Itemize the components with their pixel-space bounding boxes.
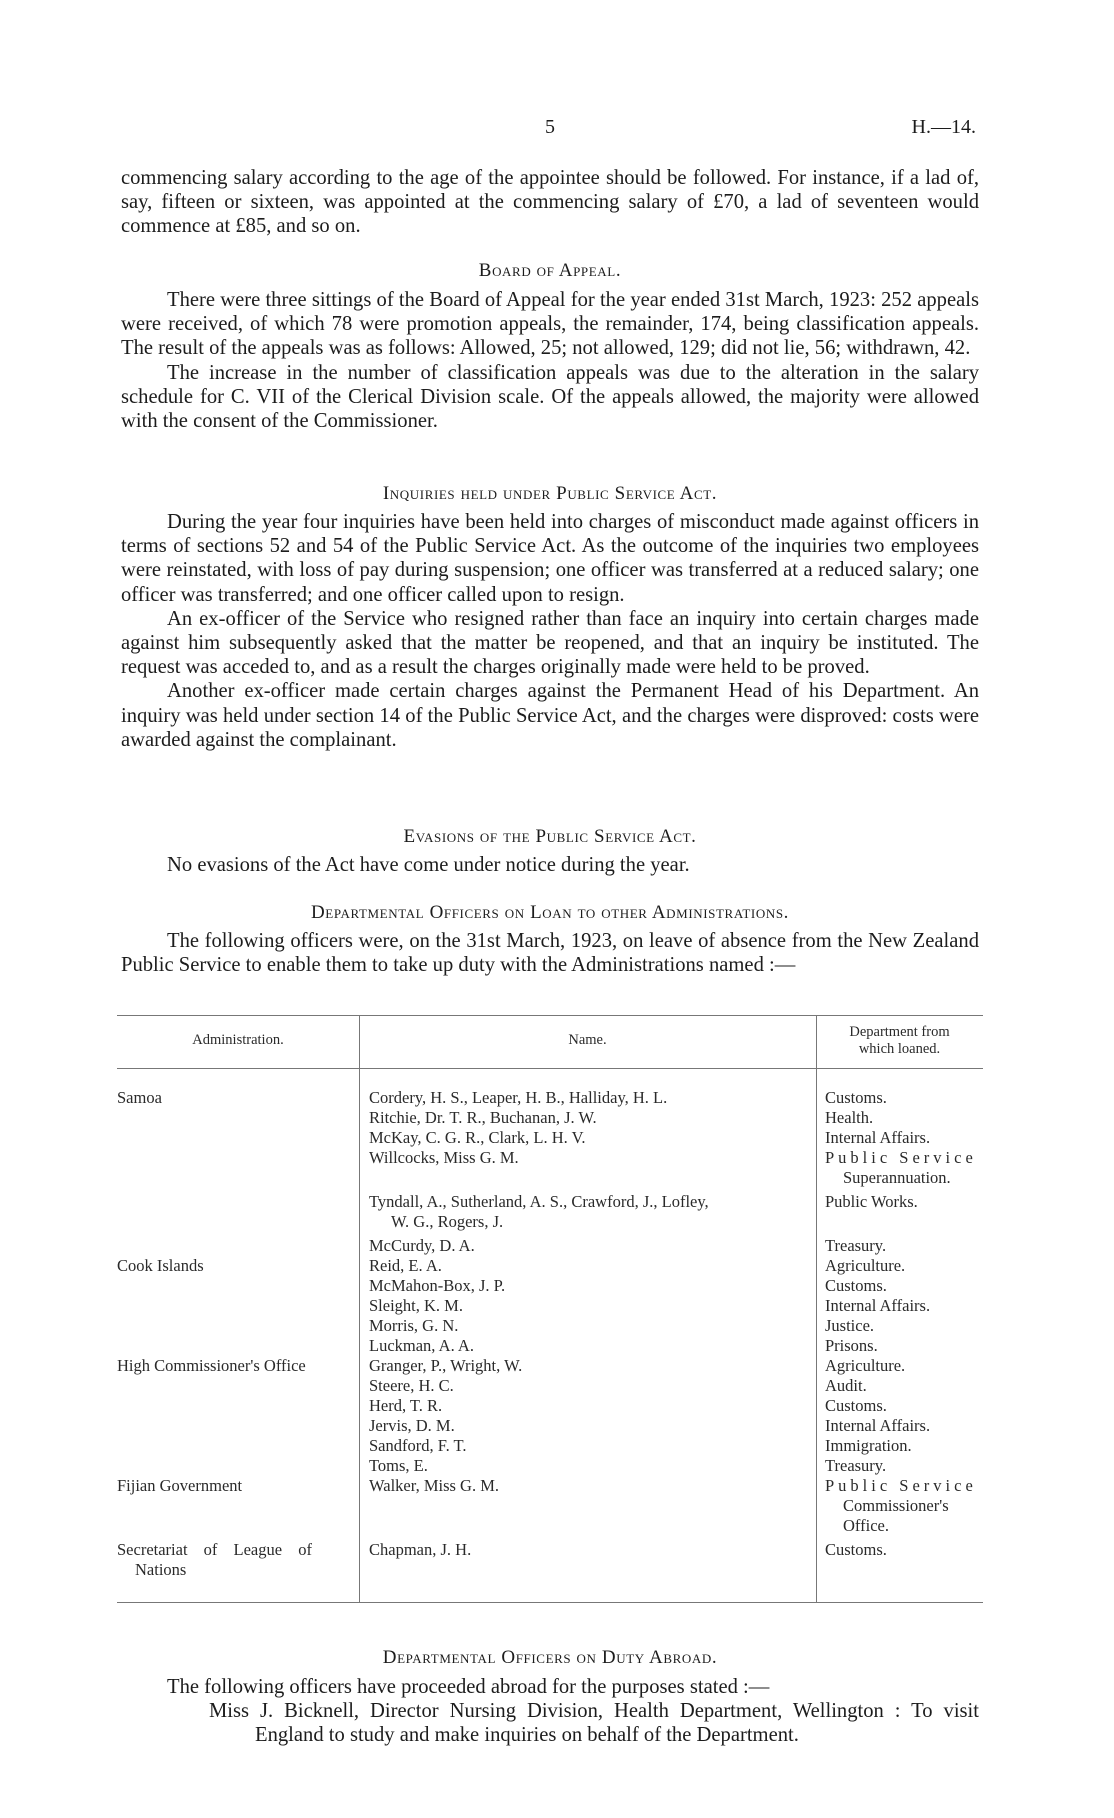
cell-name-line-2: W. G., Rogers, J.	[391, 1212, 504, 1231]
column-header-department-line-2: which loaned.	[858, 1041, 941, 1057]
cell-department: Treasury.	[825, 1456, 887, 1475]
cell-name: Herd, T. R.	[369, 1396, 443, 1415]
cell-department-line-1: Public Service	[825, 1476, 977, 1495]
cell-name: Sandford, F. T.	[369, 1436, 467, 1455]
cell-administration: High Commissioner's Office	[117, 1356, 306, 1375]
cell-department: Agriculture.	[825, 1256, 906, 1275]
cell-name: McKay, C. G. R., Clark, L. H. V.	[369, 1128, 586, 1147]
table-row	[117, 1088, 983, 1108]
table-row	[117, 1148, 983, 1188]
inquiries-paragraph-3: Another ex-officer made certain charges against the Permanent Head of his Department. An inquiry was held under section 14 of the Public Service Act, and the charges were disproved: costs were awarded against the complainant.	[121, 680, 979, 751]
table-row	[117, 1396, 983, 1416]
table-row	[117, 1256, 983, 1276]
cell-name: Sleight, K. M.	[369, 1296, 463, 1315]
cell-department: Internal Affairs.	[825, 1296, 931, 1315]
table-bottom-rule	[117, 1602, 983, 1603]
intro-text: commencing salary according to the age of the appointee should be followed. For instance, if a lad of, say, fifteen or sixteen, was appointed at the commencing salary of £70, a lad of seventeen would commence at £85, and so on.	[121, 167, 979, 238]
abroad-item: Miss J. Bicknell, Director Nursing Division, Health Department, Wellington : To visit England to study and make inquiries on behalf of the Department.	[209, 1700, 979, 1747]
cell-name: Willcocks, Miss G. M.	[369, 1148, 519, 1167]
evasions-heading: Evasions of the Public Service Act.	[403, 826, 697, 847]
table-row	[117, 1336, 983, 1356]
cell-name-line-1: Tyndall, A., Sutherland, A. S., Crawford, J., Lofley,	[369, 1192, 709, 1211]
cell-name: McCurdy, D. A.	[369, 1236, 475, 1255]
cell-name: Luckman, A. A.	[369, 1336, 474, 1355]
cell-department-line-3: Office.	[843, 1516, 889, 1535]
on-loan-section	[121, 929, 979, 977]
board-of-appeal-heading: Board of Appeal.	[478, 260, 622, 281]
inquiries-paragraph-2: An ex-officer of the Service who resigned rather than face an inquiry into certain charges made against him subsequently asked that the matter be reopened, and that an inquiry be instituted. The request was acceded to, and as a result the charges originally made were held to be proved.	[121, 607, 979, 679]
table-header-rule	[117, 1068, 983, 1069]
table-row	[117, 1128, 983, 1148]
table-row	[117, 1296, 983, 1316]
cell-department: Health.	[825, 1108, 874, 1127]
cell-department: Public Works.	[825, 1192, 918, 1211]
table-row	[117, 1436, 983, 1456]
table-row	[117, 1236, 983, 1256]
cell-name: Reid, E. A.	[369, 1256, 442, 1275]
inquiries-section	[121, 510, 979, 752]
cell-name	[369, 1192, 809, 1232]
cell-department-line-2: Superannuation.	[843, 1168, 951, 1187]
document-reference: H.—14.	[911, 116, 976, 138]
page-number: 5	[545, 116, 555, 138]
inquiries-paragraph-1: During the year four inquiries have been held into charges of misconduct made against officers in terms of sections 52 and 54 of the Public Service Act. As the outcome of the inquiries two employees were reinstated, with loss of pay during suspension; one officer was transferred at a reduced salary; one officer was transferred; and one officer called upon to resign.	[121, 511, 979, 606]
abroad-section	[121, 1675, 979, 1748]
cell-department: Agriculture.	[825, 1356, 906, 1375]
cell-department: Customs.	[825, 1540, 887, 1559]
board-of-appeal-paragraph-2: The increase in the number of classification appeals was due to the alteration in the salary schedule for C. VII of the Clerical Division scale. Of the appeals allowed, the majority were allowed with the consent of the Commissioner.	[121, 361, 979, 433]
table-row	[117, 1316, 983, 1336]
officers-on-loan-table	[117, 1015, 983, 1605]
evasions-paragraph: No evasions of the Act have come under notice during the year.	[167, 854, 690, 876]
table-row	[117, 1540, 983, 1580]
table-row	[117, 1476, 983, 1536]
cell-administration: Samoa	[117, 1088, 162, 1107]
cell-department: Internal Affairs.	[825, 1128, 931, 1147]
cell-department: Prisons.	[825, 1336, 878, 1355]
intro-paragraph	[121, 166, 979, 239]
table-row	[117, 1192, 983, 1232]
cell-department: Customs.	[825, 1396, 887, 1415]
on-loan-paragraph: The following officers were, on the 31st March, 1923, on leave of absence from the New Zealand Public Service to enable them to take up duty with the Administrations named :—	[121, 930, 979, 977]
cell-department: Immigration.	[825, 1436, 912, 1455]
board-of-appeal-paragraph-1: There were three sittings of the Board of Appeal for the year ended 31st March, 1923: 252 appeals were received, of which 78 were promotion appeals, the remainder, 174, being classification appeals. The result of the appeals was as follows: Allowed, 25; not allowed, 129; did not lie, 56; withdrawn, 42.	[121, 289, 979, 360]
cell-department: Treasury.	[825, 1236, 887, 1255]
cell-administration	[117, 1540, 343, 1580]
cell-administration-line-1: Secretariat of League of	[117, 1540, 312, 1559]
table-row	[117, 1416, 983, 1436]
column-header-administration: Administration.	[192, 1032, 284, 1048]
column-header-department-line-1: Department from	[849, 1024, 950, 1040]
table-row	[117, 1456, 983, 1476]
cell-department	[825, 1476, 985, 1536]
cell-department	[825, 1148, 985, 1188]
table-row	[117, 1276, 983, 1296]
cell-administration: Fijian Government	[117, 1476, 243, 1495]
cell-name: Ritchie, Dr. T. R., Buchanan, J. W.	[369, 1108, 597, 1127]
cell-name: Toms, E.	[369, 1456, 428, 1475]
table-row	[117, 1108, 983, 1128]
cell-department: Internal Affairs.	[825, 1416, 931, 1435]
cell-department-line-2: Commissioner's	[843, 1496, 949, 1515]
cell-department: Customs.	[825, 1276, 887, 1295]
cell-name: Morris, G. N.	[369, 1316, 459, 1335]
cell-department: Justice.	[825, 1316, 875, 1335]
cell-name: Granger, P., Wright, W.	[369, 1356, 523, 1375]
table-top-rule	[117, 1015, 983, 1016]
board-of-appeal-section	[121, 288, 979, 433]
cell-name: Jervis, D. M.	[369, 1416, 455, 1435]
cell-administration: Cook Islands	[117, 1256, 204, 1275]
inquiries-heading: Inquiries held under Public Service Act.	[382, 483, 718, 504]
cell-name: McMahon-Box, J. P.	[369, 1276, 506, 1295]
cell-department: Audit.	[825, 1376, 867, 1395]
cell-name: Chapman, J. H.	[369, 1540, 472, 1559]
abroad-paragraph: The following officers have proceeded abroad for the purposes stated :—	[167, 1676, 770, 1698]
cell-administration-line-2: Nations	[135, 1560, 187, 1579]
on-loan-heading: Departmental Officers on Loan to other Administrations.	[310, 902, 789, 923]
evasions-section	[121, 853, 979, 877]
cell-name: Cordery, H. S., Leaper, H. B., Halliday, H. L.	[369, 1088, 668, 1107]
cell-name: Walker, Miss G. M.	[369, 1476, 500, 1495]
abroad-heading: Departmental Officers on Duty Abroad.	[382, 1647, 718, 1668]
cell-department: Customs.	[825, 1088, 887, 1107]
column-header-department	[816, 1024, 983, 1058]
table-row	[117, 1356, 983, 1376]
cell-department-line-1: Public Service	[825, 1148, 977, 1167]
cell-name: Steere, H. C.	[369, 1376, 454, 1395]
column-header-name: Name.	[568, 1032, 607, 1048]
table-row	[117, 1376, 983, 1396]
